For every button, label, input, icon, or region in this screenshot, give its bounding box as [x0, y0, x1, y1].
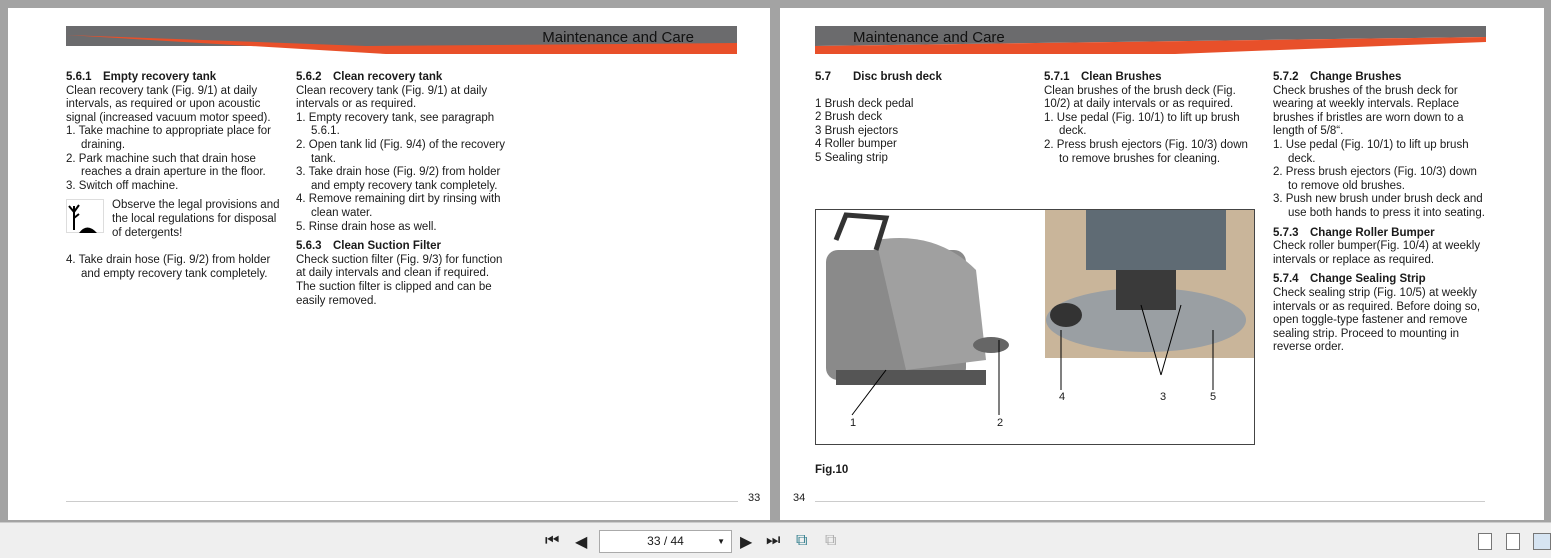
callout-1: 1 — [850, 417, 857, 429]
section-5-7-2: 5.7.2 Change Brushes Check brushes of the brush deck for wearing at weekly intervals. Replace brushes if bristles are worn down to a length of 5/8“. 1. Use pedal (Fig. 10/1) to lift up brush deck. 2. Press brush ejectors (Fig. 10/3) down to remove old brushes. 3. Push new brush under brush deck and use both hands to press it into seating. 5.7.3 Change Roller Bumper Check roller bumper(Fig. 10/4) at weekly intervals or replace as required. 5.7.4 Change Sealing Strip Check sealing strip (Fig. 10/5) at weekly intervals or as required. Before doing so, open toggle-type fastener and remove sealing strip. Proceed to mounting in reverse order. — [1273, 71, 1485, 354]
first-page-button[interactable]: ⏮ — [545, 532, 560, 549]
section-5-6-1: 5.6.1 Empty recovery tank Clean recovery tank (Fig. 9/1) at daily intervals, as required or upon acoustic signal (increased vacuum motor speed). 1. Take machine to appropriate place for draining. 2. Park machine such that drain hose reaches a drain aperture in the floor. 3. Switch off machine. Observe the legal provisions and the local regulations for disposal of detergents! 4. Take drain hose (Fig. 9/2) from holder and empty recovery tank completely. — [66, 71, 280, 280]
page-number: 34 — [793, 492, 806, 504]
viewer-toolbar — [0, 522, 1551, 558]
go-forward-view-icon[interactable]: ⧉ — [825, 532, 837, 549]
page-header — [66, 26, 737, 54]
callout-5: 5 — [1210, 391, 1217, 403]
callout-2: 2 — [997, 417, 1004, 429]
figure-10 — [815, 209, 1255, 445]
environment-tree-icon — [66, 199, 104, 233]
previous-page-button[interactable]: ◀ — [575, 534, 588, 551]
two-page-view-icon[interactable] — [1533, 533, 1551, 550]
page-number: 33 — [748, 492, 761, 504]
chevron-down-icon: ▼ — [717, 537, 725, 546]
continuous-view-icon[interactable] — [1506, 533, 1520, 550]
header-title: Maintenance and Care — [542, 29, 694, 46]
footer-rule — [66, 501, 738, 502]
page-indicator: 33 / 44 — [647, 534, 684, 548]
callout-3: 3 — [1160, 391, 1167, 403]
section-5-7-1: 5.7.1 Clean Brushes Clean brushes of the brush deck (Fig. 10/2) at daily intervals or as required. 1. Use pedal (Fig. 10/1) to lift up brush deck. 2. Press brush ejectors (Fig. 10/3) down to remove brushes for cleaning. — [1044, 71, 1248, 165]
callout-4: 4 — [1059, 391, 1066, 403]
single-page-view-icon[interactable] — [1478, 533, 1492, 550]
page-33 — [8, 8, 770, 520]
last-page-button[interactable]: ⏭ — [766, 532, 781, 549]
section-5-6-2: 5.6.2 Clean recovery tank Clean recovery tank (Fig. 9/1) at daily intervals or as required. 1. Empty recovery tank, see paragraph 5.6.1. 2. Open tank lid (Fig. 9/4) of the recovery tank. 3. Take drain hose (Fig. 9/2) from holder and empty recovery tank completely. 4. Remove remaining dirt by rinsing with clean water. 5. Rinse drain hose as well. 5.6.3 Clean Suction Filter Check suction filter (Fig. 9/3) for function at daily intervals and clean if required. The suction filter is clipped and can be easily removed. — [296, 71, 506, 307]
section-5-7: 5.7 Disc brush deck 1 Brush deck pedal 2 Brush deck 3 Brush ejectors 4 Roller bumper 5 Sealing strip — [815, 71, 942, 164]
page-selector[interactable] — [599, 530, 732, 553]
footer-rule — [815, 501, 1485, 502]
next-page-button[interactable]: ▶ — [740, 534, 753, 551]
go-back-view-icon[interactable]: ⧉ — [796, 532, 808, 549]
page-header — [815, 26, 1486, 54]
environment-note: Observe the legal provisions and the local regulations for disposal of detergents! — [66, 199, 281, 240]
header-title: Maintenance and Care — [853, 29, 1005, 46]
page-34 — [780, 8, 1544, 520]
figure-caption: Fig.10 — [815, 464, 849, 476]
scrubber-machine-image — [816, 210, 1254, 444]
